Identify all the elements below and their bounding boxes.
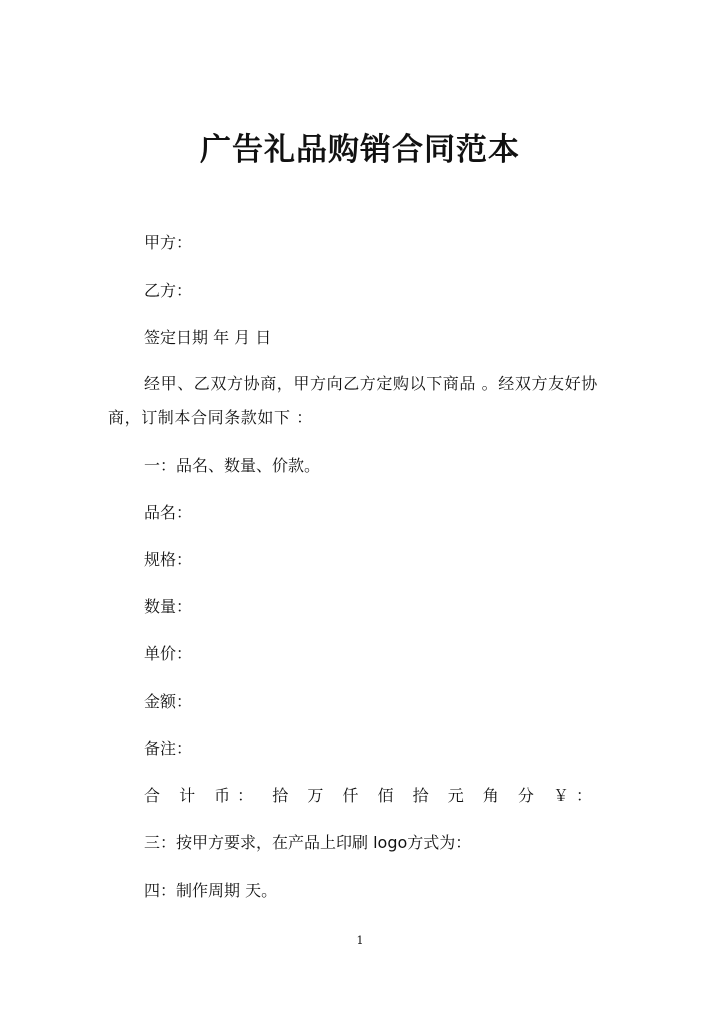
unit-price-line: 单价： xyxy=(144,644,193,663)
page-number: 1 xyxy=(356,934,364,947)
product-name-line: 品名： xyxy=(144,503,193,522)
remarks-line: 备注： xyxy=(144,739,193,758)
quantity-line: 数量： xyxy=(144,597,193,616)
section-four-line: 四：制作周期 天。 xyxy=(144,881,278,900)
party-b-line: 乙方： xyxy=(144,281,193,300)
document-title: 广告礼品购销合同范本 xyxy=(200,132,520,168)
section-three-line: 三：按甲方要求，在产品上印刷 logo方式为： xyxy=(144,833,472,852)
amount-line: 金额： xyxy=(144,692,193,711)
sign-date-line: 签定日期 年 月 日 xyxy=(144,328,272,347)
specification-line: 规格： xyxy=(144,550,193,569)
section-one-heading: 一：品名、数量、价款。 xyxy=(144,456,321,475)
intro-paragraph: 经甲、乙双方协商，甲方向乙方定购以下商品 。经双方友好协商，订制本合同条款如下 ： xyxy=(108,374,598,427)
party-a-line: 甲方： xyxy=(144,233,193,252)
total-line: 合 计 币： 拾 万 仟 佰 拾 元 角 分 ￥： xyxy=(144,786,599,805)
